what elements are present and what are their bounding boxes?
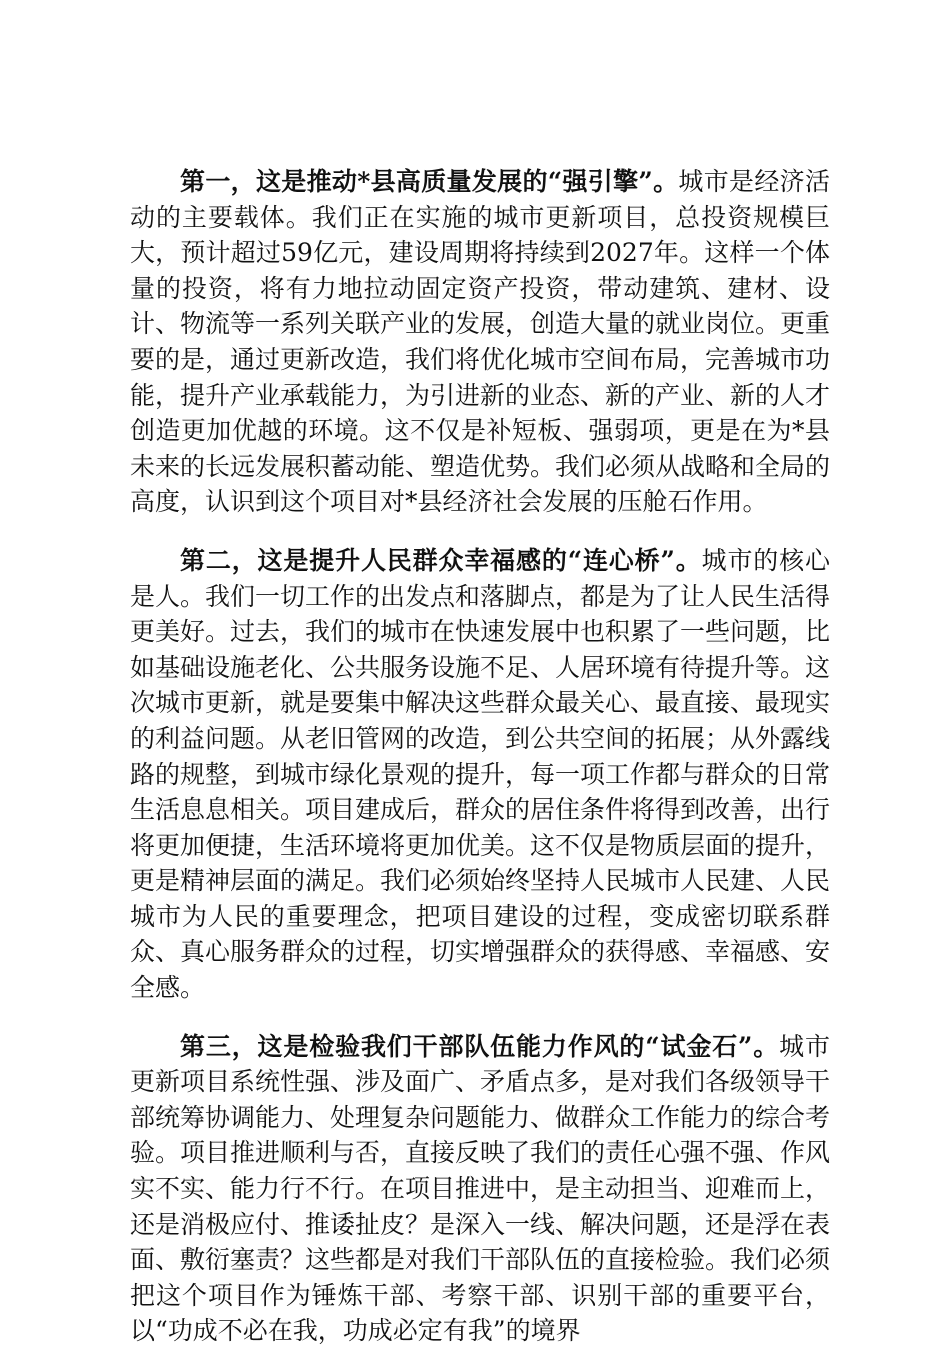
paragraph-lead: 第三，这是检验我们干部队伍能力作风的“试金石”。: [180, 1031, 780, 1061]
document-body: [130, 164, 830, 1372]
paragraph-second: [130, 543, 830, 1006]
paragraph-lead: 第一，这是推动*县高质量发展的“强引擎”。: [180, 167, 679, 196]
paragraph-text: 城市是经济活动的主要载体。我们正在实施的城市更新项目，总投资规模巨大，预计超过59亿元，建设周期将持续到2027年。这样一个体量的投资，将有力地拉动固定资产投资，带动建筑、建材、设计、物流等一系列关联产业的发展，创造大量的就业岗位。更重要的是，通过更新改造，我们将优化城市空间布局，完善城市功能，提升产业承载能力，为引进新的业态、新的产业、新的人才创造更加优越的环境。这不仅是补短板、强弱项，更是在为*县未来的长远发展积蓄动能、塑造优势。我们必须从战略和全局的高度，认识到这个项目对*县经济社会发展的压舱石作用。: [130, 167, 831, 517]
paragraph-first: [130, 164, 830, 520]
paragraph-lead: 第二，这是提升人民群众幸福感的“连心桥”。: [180, 545, 702, 575]
paragraph-text: 城市更新项目系统性强、涉及面广、矛盾点多，是对我们各级领导干部统筹协调能力、处理复杂问题能力、做群众工作能力的综合考验。项目推进顺利与否，直接反映了我们的责任心强不强、作风实不实、能力行不行。在项目推进中，是主动担当、迎难而上，还是消极应付、推诿扯皮？是深入一线、解决问题，还是浮在表面、敷衍塞责？这些都是对我们干部队伍的直接检验。我们必须把这个项目作为锤炼干部、考察干部、识别干部的重要平台，以“功成不必在我，功成必定有我”的境界: [130, 1031, 831, 1346]
paragraph-text: 城市的核心是人。我们一切工作的出发点和落脚点，都是为了让人民生活得更美好。过去，我们的城市在快速发展中也积累了一些问题，比如基础设施老化、公共服务设施不足、人居环境有待提升等。这次城市更新，就是要集中解决这些群众最关心、最直接、最现实的利益问题。从老旧管网的改造，到公共空间的拓展；从外露线路的规整，到城市绿化景观的提升，每一项工作都与群众的日常生活息息相关。项目建成后，群众的居住条件将得到改善，出行将更加便捷，生活环境将更加优美。这不仅是物质层面的提升，更是精神层面的满足。我们必须始终坚持人民城市人民建、人民城市为人民的重要理念，把项目建设的过程，变成密切联系群众、真心服务群众的过程，切实增强群众的获得感、幸福感、安全感。: [130, 545, 831, 1003]
paragraph-third: [130, 1029, 830, 1349]
